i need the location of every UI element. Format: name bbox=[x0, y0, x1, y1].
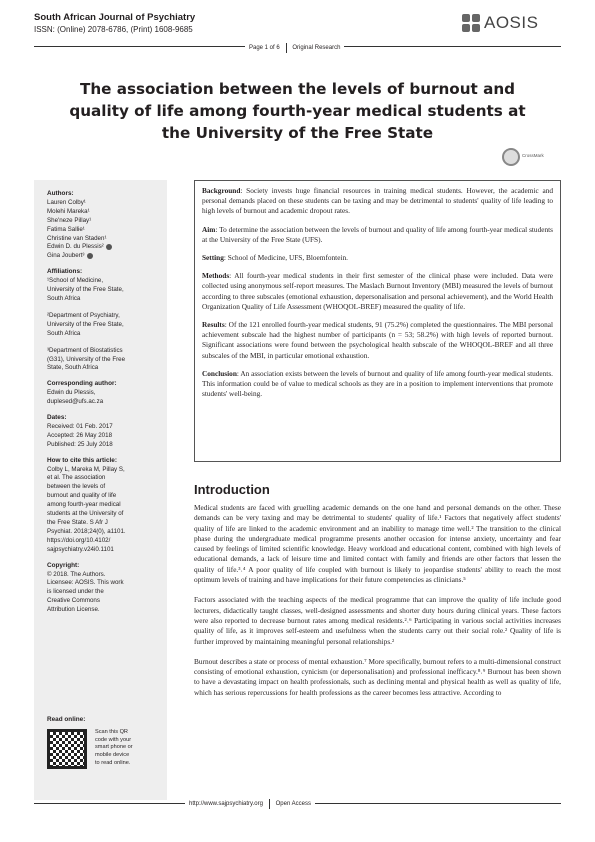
copyright-block bbox=[47, 562, 154, 615]
abstract-results: Results: Of the 121 enrolled fourth-year medical students, 91 (75.2%) completed the questionnaires. The MBI personal achievement subscale had the highest number of participants (n = 53; 58.2%) with high levels of reported burnout. Significant associations were found between the psychological health subscale of the WHOQOL-BREF and all three subscales of the MBI, in particular emotional exhaustion. bbox=[202, 320, 553, 360]
abstract-aim: Aim: To determine the association between the levels of burnout and quality of life among fourth-year medical students at the University of the Free State (UFS). bbox=[202, 224, 553, 244]
author-name: Christine van Staden¹ bbox=[47, 234, 107, 242]
affiliation-line: ¹School of Medicine, bbox=[47, 277, 104, 285]
journal-url[interactable]: http://www.sajpsychiatry.org bbox=[189, 801, 263, 807]
abstract-conclusion: Conclusion: An association exists between the levels of burnout and quality of life among fourth-year medical students. This information could be of value to medical schools as they are in a position to implement interventions that promote students' well-being. bbox=[202, 368, 553, 399]
citation-line: burnout and quality of life bbox=[47, 492, 117, 500]
read-online-heading: Read online: bbox=[47, 716, 86, 723]
date-published: Published: 25 July 2018 bbox=[47, 440, 113, 448]
orcid-icon[interactable] bbox=[87, 253, 93, 259]
affiliation-line: South Africa bbox=[47, 294, 81, 302]
copyright-line: Attribution License. bbox=[47, 606, 100, 614]
corresponding-email[interactable]: duplesed@ufs.ac.za bbox=[47, 398, 104, 406]
page-info bbox=[245, 43, 344, 53]
article-sidebar bbox=[34, 180, 167, 800]
citation-heading: How to cite this article: bbox=[47, 456, 117, 464]
author-name: Molehi Mareka¹ bbox=[47, 207, 90, 215]
doi-link[interactable]: https://doi.org/10.4102/ bbox=[47, 536, 111, 544]
authors-block bbox=[47, 190, 154, 261]
page-number: Page 1 of 6 bbox=[249, 45, 280, 51]
citation-line: et al. The association bbox=[47, 474, 106, 482]
affiliation-line: (G31), University of the Free bbox=[47, 355, 126, 363]
copyright-line: Licensee: AOSIS. This work bbox=[47, 579, 124, 587]
dates-block bbox=[47, 414, 154, 450]
access-label: Open Access bbox=[275, 801, 311, 807]
crossmark-icon[interactable] bbox=[502, 148, 520, 166]
article-type: Original Research bbox=[292, 45, 341, 51]
qr-instructions: Scan this QR code with your smart phone or mobile device to read online. bbox=[95, 729, 133, 766]
copyright-line: Creative Commons bbox=[47, 597, 100, 605]
date-accepted: Accepted: 26 May 2018 bbox=[47, 431, 113, 439]
body-paragraph: Factors associated with the teaching aspects of the medical programme that can improve the quality of life include good lecturers, didactically taught classes, well-designed assessments and shorter duty hours during clinical years. These factors were also reported to decrease burnout rates among medical residents.²˒⁶ Participating in various social activities increases quality of life, as it improves self-esteem and usefulness when the students carry out their social role.² Quality of life is further improved by maintaining meaningful personal relationships.² bbox=[194, 595, 561, 646]
issn-line: ISSN: (Online) 2078-6786, (Print) 1608-9685 bbox=[34, 25, 193, 34]
copyright-line: © 2018. The Authors. bbox=[47, 570, 106, 578]
author-name: Edwin D. du Plessis² bbox=[47, 243, 104, 251]
affiliation-line: University of the Free State, bbox=[47, 286, 124, 294]
body-paragraph: Burnout describes a state or process of mental exhaustion.⁷ More specifically, burnout refers to a multi-dimensional construct consisting of emotional exhaustion, cynicism (or depersonalisation) and professional inefficacy.⁸˒⁹ Burnout has been shown to have a devastating impact on health professionals, such as declining mental and physical health as well as quality of life, which has serious repercussions for health professions as the career becomes less attractive. According to bbox=[194, 656, 561, 697]
author-name: She'neze Pillay¹ bbox=[47, 216, 92, 224]
citation-line: students at the University of bbox=[47, 510, 124, 518]
abstract-background: Background: Society invests huge financial resources in training medical students. However, the academic and personal demands placed on these students can be taxing and may be detrimental to students' quality of life leading to high levels of burnout and academic dropout rates. bbox=[202, 186, 553, 216]
authors-heading: Authors: bbox=[47, 190, 74, 197]
copyright-line: is licensed under the bbox=[47, 588, 104, 596]
citation-line: Psychiat. 2018;24(0), a1101. bbox=[47, 527, 126, 535]
date-received: Received: 01 Feb. 2017 bbox=[47, 422, 113, 430]
author-name: Lauren Colby¹ bbox=[47, 198, 86, 206]
affiliations-heading: Affiliations: bbox=[47, 268, 83, 276]
qr-code-pattern bbox=[50, 732, 84, 766]
affiliations-block bbox=[47, 268, 154, 373]
citation-line: Colby L, Mareka M, Pillay S, bbox=[47, 465, 125, 473]
citation-line: between the levels of bbox=[47, 483, 106, 491]
citation-line: the Free State. S Afr J bbox=[47, 519, 108, 526]
author-name: Fatima Sallie¹ bbox=[47, 225, 85, 233]
affiliation-line: ²Department of Psychiatry, bbox=[47, 311, 120, 319]
divider bbox=[269, 799, 270, 809]
citation-block bbox=[47, 457, 154, 555]
doi-link[interactable]: sajpsychiatry.v24i0.1101 bbox=[47, 545, 114, 553]
abstract-methods: Methods: All fourth-year medical students in their first semester of the clinical phase were included. Data were collected using anonymous self-report measures. The Maslach Burnout Inventory (MBI) measured the levels of burnout according to three subscales (emotional exhaustion, depersonalisation and personal achievement), and the World Health Organization Quality of Life Assessment (WHOQOL-BREF) measured the quality of life. bbox=[202, 271, 553, 311]
corresponding-name: Edwin du Plessis, bbox=[47, 389, 96, 397]
introduction-heading: Introduction bbox=[194, 482, 270, 497]
abstract-setting: Setting: School of Medicine, UFS, Bloemfontein. bbox=[202, 253, 348, 263]
affiliation-line: ³Department of Biostatistics bbox=[47, 346, 123, 354]
orcid-icon[interactable] bbox=[106, 244, 112, 250]
affiliation-line: State, South Africa bbox=[47, 364, 99, 372]
abstract-box bbox=[194, 180, 561, 462]
journal-title: South African Journal of Psychiatry bbox=[34, 12, 196, 23]
author-name: Gina Joubert³ bbox=[47, 252, 85, 260]
divider bbox=[286, 43, 287, 53]
crossmark-label[interactable]: CrossMark bbox=[522, 153, 544, 158]
footer bbox=[185, 799, 315, 809]
corresponding-heading: Corresponding author: bbox=[47, 380, 117, 388]
aosis-mark-icon bbox=[462, 14, 480, 32]
corresponding-block bbox=[47, 380, 154, 407]
introduction-body bbox=[194, 503, 561, 708]
copyright-heading: Copyright: bbox=[47, 561, 80, 569]
publisher-logo bbox=[462, 12, 562, 34]
dates-heading: Dates: bbox=[47, 414, 67, 422]
affiliation-line: South Africa bbox=[47, 329, 81, 337]
article-title: The association between the levels of burnout and quality of life among fourth-year medical students at the University of the Free State bbox=[69, 80, 526, 142]
affiliation-line: University of the Free State, bbox=[47, 320, 124, 328]
citation-line: among fourth-year medical bbox=[47, 501, 121, 509]
body-paragraph: Medical students are faced with gruelling academic demands on the one hand and personal demands on the other. These demands can be very taxing and may be detrimental to students' quality of life.¹ Factors that negatively affect students' quality of life are linked to the academic environment and an inability to manage time well.² The transition to the clinical phase during the undergraduate medical programme presents another occasion for intense anxiety, uncertainty and fear caused by feelings of limited scientific knowledge. Heavy workload and educational content, combined with high levels of educational demands, a lack of leisure time and limited contact with family and friends are other factors that lessen the quality of life.³˒⁴ A poor quality of life coupled with burnout is likely to jeopardise students' ability to reach the most optimum levels of training and have implications for their future competencies as clinicians.⁵ bbox=[194, 503, 561, 585]
publisher-name: AOSIS bbox=[484, 13, 539, 32]
read-online-block bbox=[47, 716, 157, 766]
